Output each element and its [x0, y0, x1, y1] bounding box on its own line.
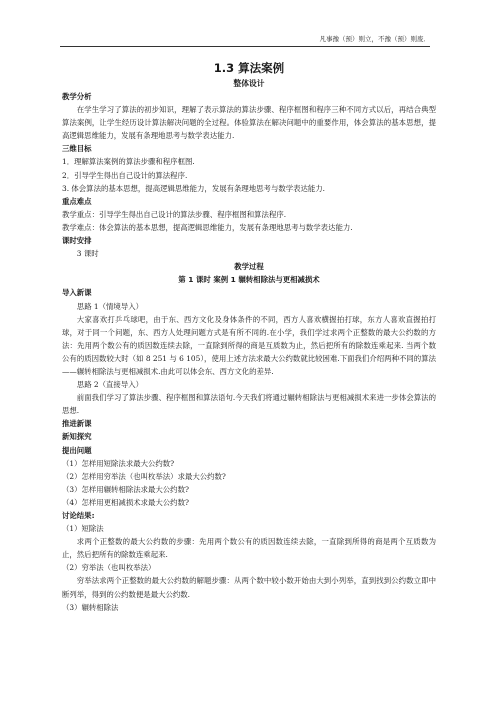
document-body [62, 60, 436, 614]
goal-item: 3. 体会算法的基本思想，提高逻辑思维能力，发展有条理地思考与数学表达能力. [62, 183, 326, 193]
section-heading-analysis: 教学分析 [62, 92, 92, 101]
idea-1-label: 思路 1（情境导入） [76, 301, 143, 311]
question-item: （3）怎样用辗转相除法求最大公约数? [62, 484, 189, 494]
section-heading-schedule: 课时安排 [62, 236, 92, 246]
goal-item: 2．引导学生得出自己设计的算法程序. [62, 170, 188, 180]
method-1-text: 求两个正整数的最大公约数的步骤：先用两个数公有的质因数连续去除，一直除到所得的商是两个互质数为止，然后把所有的除数连乘起来. [62, 537, 436, 560]
page-header [60, 34, 430, 47]
subtitle: 整体设计 [233, 79, 265, 88]
method-3-label: （3）辗转相除法 [62, 602, 119, 612]
analysis-text: 在学生学习了算法的初步知识，理解了表示算法的算法步骤、程序框图和程序三种不同方式以后，再结合典型算法案例，让学生经历设计算法解决问题的全过程。体验算法在解决问题中的重要作用，体会算法的基本思想，提高逻辑思维能力，发展有条理地思考与数学表达能力. [62, 105, 436, 141]
header-motto: 凡事豫（预）则立，不豫（预）则废． [319, 35, 430, 43]
question-item: （2）怎样用穷举法（也叫枚举法）求最大公约数? [62, 471, 226, 481]
method-2-label: （2）穷举法（也叫枚举法） [62, 563, 156, 573]
goal-item: 1．理解算法案例的算法步骤和程序框图. [62, 157, 195, 167]
keypoint-item: 教学难点：体会算法的基本思想，提高逻辑思维能力，发展有条理地思考与数学表达能力. [62, 222, 353, 232]
section-heading-discussion: 讨论结果: [62, 511, 95, 520]
idea-2-label: 思路 2（直接导入） [76, 380, 143, 390]
schedule-text: 3 课时 [76, 249, 99, 259]
question-item: （4）怎样用更相减损术求最大公约数? [62, 497, 189, 507]
idea-2-text: 前面我们学习了算法步骤、程序框图和算法语句.今天我们将通过辗转相除法与更相减损术来进一步体会算法的思想. [62, 393, 436, 416]
section-heading-questions: 提出问题 [62, 445, 92, 455]
section-heading-explore: 新知探究 [62, 432, 92, 442]
lesson-title: 第 1 课时 案例 1 辗转相除法与更相减损术 [178, 275, 320, 285]
page-title: 1.3 算法案例 [213, 61, 285, 75]
section-heading-keypoints: 重点难点 [62, 196, 92, 206]
section-heading-intro: 导入新课 [62, 288, 92, 298]
section-heading-goals: 三维目标 [62, 144, 92, 154]
section-heading-newclass: 推进新课 [62, 419, 92, 429]
question-item: （1）怎样用短除法求最大公约数? [62, 458, 175, 468]
method-1-label: （1）短除法 [62, 524, 104, 534]
method-2-text: 穷举法求两个正整数的最大公约数的解题步骤：从两个数中较小数开始由大到小列举，直到找到公约数立即中断列举，得到的公约数便是最大公约数. [62, 576, 436, 599]
idea-1-text: 大家喜欢打乒乓球吧，由于东、西方文化及身体条件的不同，西方人喜欢横握拍打球，东方人喜欢直握拍打球，对于同一个问题，东、西方人处理问题方式是有所不同的.在小学，我们学过求两个正整数的最大公约数的方法：先用两个数公有的质因数连续去除，一直除到所得的商是互质数为止，然后把所有的除数连乘起来. 当两个数公有的质因数较大时（如 8 251 与 6 105），使用上述方法求最大公约数就比较困难.下面我们介绍两种不同的算法——辗转相除法与更相减损术.由此可以体会东、西方文化的差异. [62, 314, 436, 376]
section-heading-process: 教学过程 [234, 262, 264, 272]
keypoint-item: 教学重点：引导学生得出自己设计的算法步骤、程序框图和算法程序. [62, 209, 287, 219]
